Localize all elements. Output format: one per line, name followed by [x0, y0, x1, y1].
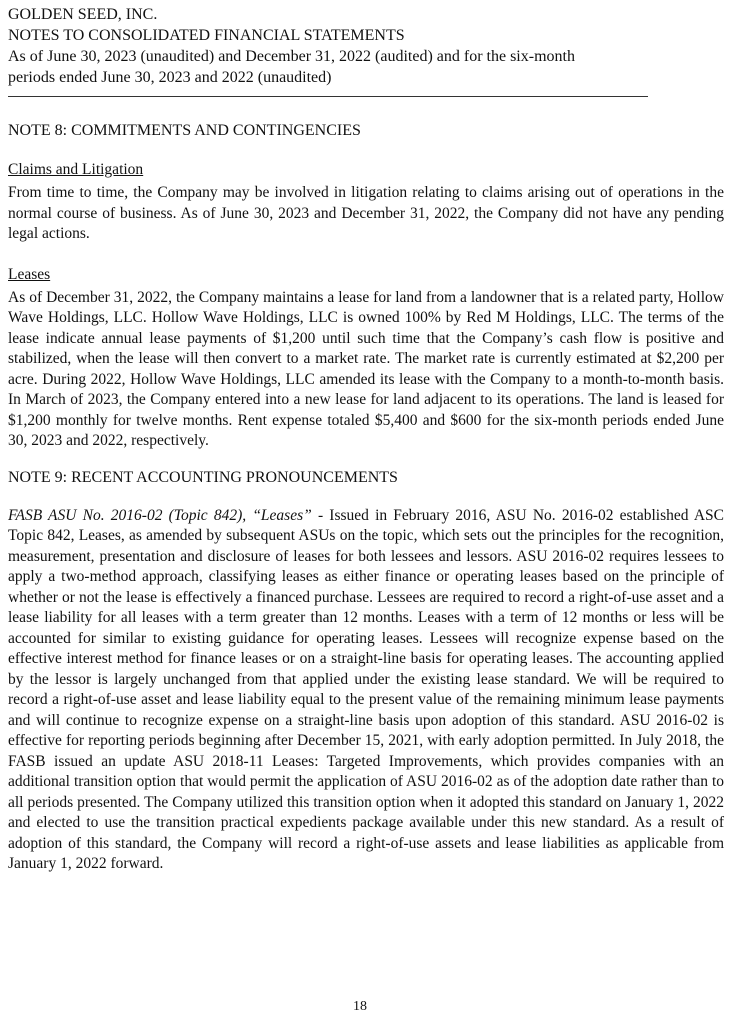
claims-paragraph: From time to time, the Company may be involved in litigation relating to claims arising out of operations in the normal course of business. As of June 30, 2023 and December 31, 2022, the Company did not have any pending legal actions. [8, 184, 724, 242]
company-name: GOLDEN SEED, INC. [8, 6, 158, 23]
page-number: 18 [353, 999, 367, 1014]
document-title: NOTES TO CONSOLIDATED FINANCIAL STATEMENTS [8, 27, 405, 44]
document-page [8, 4, 724, 875]
note-9-title: NOTE 9: RECENT ACCOUNTING PRONOUNCEMENTS [8, 468, 398, 486]
claims-heading: Claims and Litigation [8, 161, 144, 178]
leases-heading: Leases [8, 265, 51, 283]
leases-paragraph: As of December 31, 2022, the Company maintains a lease for land from a landowner that is a related party, Hollow Wave Holdings, LLC. Hollow Wave Holdings, LLC is owned 100% by Red M Holdings, LLC. The terms of the lease indicate annual lease payments of $1,200 until such time that the Company’s cash flow is positive and stabilized, when the lease will then convert to a market rate. The market rate is currently estimated at $2,200 per acre. During 2022, Hollow Wave Holdings, LLC amended its lease with the Company to a month-to-month basis. In March of 2023, the Company entered into a new lease for land adjacent to its operations. The land is leased for $1,200 monthly for twelve months. Rent expense totaled $5,400 and $600 for the six-month periods ended June 30, 2023 and 2022, respectively. [8, 288, 724, 449]
fasb-paragraph [8, 506, 724, 875]
note-8-title: NOTE 8: COMMITMENTS AND CONTINGENCIES [8, 122, 361, 139]
period-line-2: periods ended June 30, 2023 and 2022 (unaudited) [8, 69, 332, 86]
header-divider [8, 96, 648, 97]
fasb-label: FASB ASU No. 2016-02 (Topic 842), “Leases” [8, 506, 312, 524]
period-line-1: As of June 30, 2023 (unaudited) and December 31, 2022 (audited) and for the six-month [8, 48, 575, 65]
fasb-text: - Issued in February 2016, ASU No. 2016-02 established ASC Topic 842, Leases, as amended by subsequent ASUs on the topic, which sets out the principles for the recognition, measurement, presentation and disclosure of leases for both lessees and lessors. ASU 2016-02 requires lessees to apply a two-method approach, classifying leases as either finance or operating leases based on the principle of whether or not the lease is effectively a financed purchase. Lessees are required to record a right-of-use asset and a lease liability for all leases with a term greater than 12 months. Leases with a term of 12 months or less will be accounted for similar to existing guidance for operating leases. Lessees will recognize expense based on the effective interest method for finance leases or on a straight-line basis for operating leases. The accounting applied by the lessor is largely unchanged from that applied under the existing lease standard. We will be required to record a right-of-use asset and lease liability equal to the present value of the remaining minimum lease payments and will continue to recognize expense on a straight-line basis upon adoption of this standard. ASU 2016-02 is effective for reporting periods beginning after December 15, 2021, with early adoption permitted. In July 2018, the FASB issued an update ASU 2018-11 Leases: Targeted Improvements, which provides companies with an additional transition option that would permit the application of ASU 2016-02 as of the adoption date rather than to all periods presented. The Company utilized this transition option when it adopted this standard on January 1, 2022 and elected to use the transition practical expedients package available under this new standard. As a result of adoption of this standard, the Company will record a right-of-use assets and lease liabilities as applicable from January 1, 2022 forward. [8, 506, 725, 872]
